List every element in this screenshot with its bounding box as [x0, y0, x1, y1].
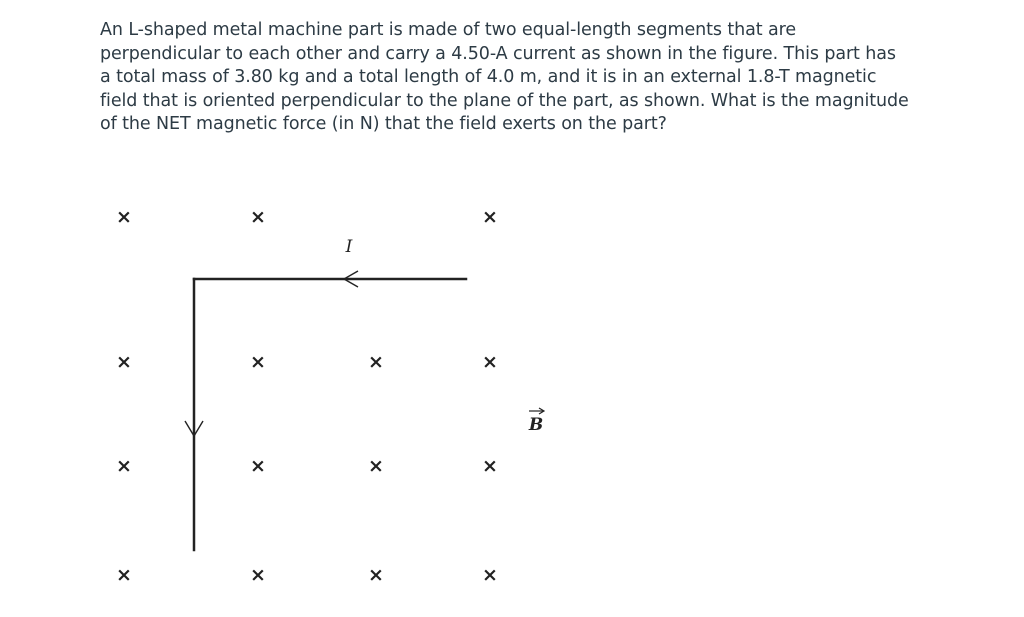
- field-into-page-icon: ×: [368, 455, 384, 477]
- field-into-page-icon: ×: [482, 564, 498, 586]
- question-text: An L-shaped metal machine part is made of two equal-length segments that are perpendicular to each other and carry a 4.50-A current as shown in the figure. This part has a total mass of 3.80 kg and a total length of 4.0 m, and it is in an external 1.8-T magnetic field that is oriented perpendicular to the plane of the part, as shown. What is the magnitude of the NET magnetic force (in N) that the field exerts on the part?: [100, 20, 909, 134]
- field-into-page-icon: ×: [482, 206, 498, 228]
- magnetic-field-label: [528, 408, 544, 435]
- current-label: I: [345, 237, 353, 257]
- field-into-page-icon: ×: [368, 564, 384, 586]
- field-into-page-icon: ×: [116, 351, 132, 373]
- magnetic-field-symbol: B: [528, 415, 544, 435]
- l-shaped-wire: [194, 279, 466, 550]
- field-into-page-icon: ×: [250, 455, 266, 477]
- field-into-page-icon: ×: [250, 564, 266, 586]
- field-into-page-icon: ×: [116, 564, 132, 586]
- field-into-page-icon: ×: [250, 351, 266, 373]
- field-into-page-icon: ×: [482, 351, 498, 373]
- field-into-page-icon: ×: [250, 206, 266, 228]
- current-arrows: [185, 271, 358, 436]
- field-into-page-icon: ×: [116, 206, 132, 228]
- field-into-page-icon: ×: [116, 455, 132, 477]
- magnetic-field-markers: [116, 206, 498, 586]
- field-into-page-icon: ×: [482, 455, 498, 477]
- field-into-page-icon: ×: [368, 351, 384, 373]
